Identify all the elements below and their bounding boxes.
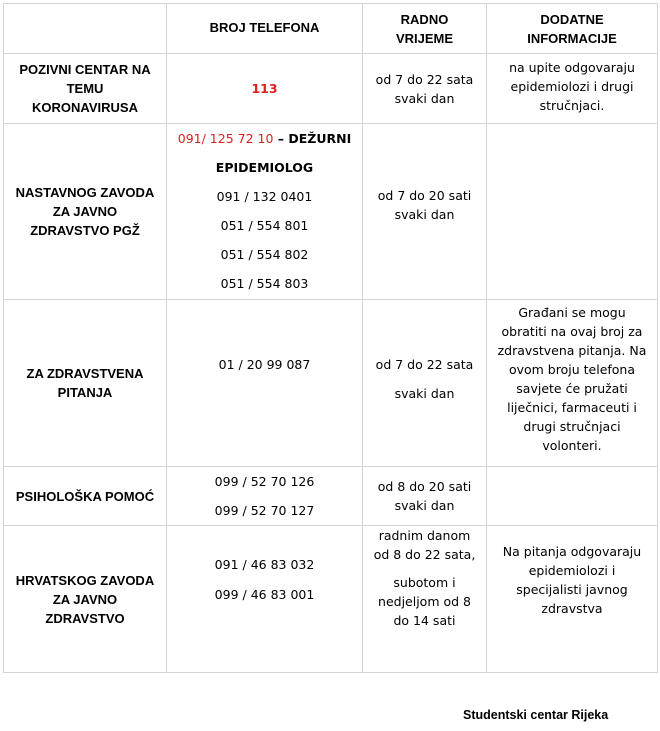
phone-number[interactable]: 091/ 125 72 10	[177, 131, 274, 146]
phone-cell	[167, 526, 363, 673]
info-cell: na upite odgovaraju epidemiolozi i drugi stručnjaci.	[487, 54, 658, 124]
org-name: POZIVNI CENTAR NA TEMU KORONAVIRUSA	[4, 54, 167, 124]
info-cell: Na pitanja odgovaraju epidemiolozi i specijalisti javnog zdravstva	[487, 526, 658, 673]
hours-cell: radnim danom od 8 do 22 sata, subotom i nedjeljom od 8 do 14 sati	[363, 526, 487, 673]
info-cell	[487, 467, 658, 526]
table-row	[4, 124, 658, 300]
org-name: HRVATSKOG ZAVODA ZA JAVNO ZDRAVSTVO	[4, 526, 167, 673]
header-empty-cell	[4, 4, 167, 54]
phone-number[interactable]: 099 / 46 83 001	[214, 587, 315, 602]
hotline-number[interactable]: 113	[251, 81, 278, 96]
table-row	[4, 467, 658, 526]
hours-cell: od 8 do 20 sati svaki dan	[363, 467, 487, 526]
org-name: NASTAVNOG ZAVODA ZA JAVNO ZDRAVSTVO PGŽ	[4, 124, 167, 300]
phone-cell: 091/ 125 72 10 – DEŽURNI EPIDEMIOLOG 091 / 132 0401 051 / 554 801 051 / 554 802 051 / 554 803	[167, 124, 363, 300]
contact-table	[3, 3, 658, 673]
org-name: PSIHOLOŠKA POMOĆ	[4, 467, 167, 526]
header-hours: RADNO VRIJEME	[363, 4, 487, 54]
phone-number[interactable]: 091 / 46 83 032	[214, 557, 315, 572]
phone-number[interactable]: 091 / 132 0401	[216, 189, 313, 204]
hours-cell: od 7 do 22 sata svaki dan	[363, 300, 487, 467]
table-row	[4, 526, 658, 673]
phone-number[interactable]: 099 / 52 70 127	[214, 503, 315, 518]
hours-cell: od 7 do 20 sati svaki dan	[363, 124, 487, 300]
phone-number[interactable]: 099 / 52 70 126	[214, 474, 315, 489]
header-info: DODATNE INFORMACIJE	[487, 4, 658, 54]
info-cell: Građani se mogu obratiti na ovaj broj za zdravstvena pitanja. Na ovom broju telefona savjete će pružati liječnici, farmaceuti i drugi stručnjaci volonteri.	[487, 300, 658, 467]
hours-cell: od 7 do 22 sata svaki dan	[363, 54, 487, 124]
table-row	[4, 300, 658, 467]
table-row	[4, 54, 658, 124]
phone-number[interactable]: 051 / 554 801	[220, 218, 309, 233]
org-name: ZA ZDRAVSTVENA PITANJA	[4, 300, 167, 467]
phone-number[interactable]: 051 / 554 802	[220, 247, 309, 262]
phone-cell	[167, 300, 363, 467]
header-row	[4, 4, 658, 54]
phone-number[interactable]: 051 / 554 803	[220, 276, 309, 291]
phone-number[interactable]: 01 / 20 99 087	[218, 357, 311, 372]
phone-cell	[167, 54, 363, 124]
footer-source: Studentski centar Rijeka	[463, 708, 609, 722]
phone-cell	[167, 467, 363, 526]
info-cell	[487, 124, 658, 300]
header-phone: BROJ TELEFONA	[167, 4, 363, 54]
